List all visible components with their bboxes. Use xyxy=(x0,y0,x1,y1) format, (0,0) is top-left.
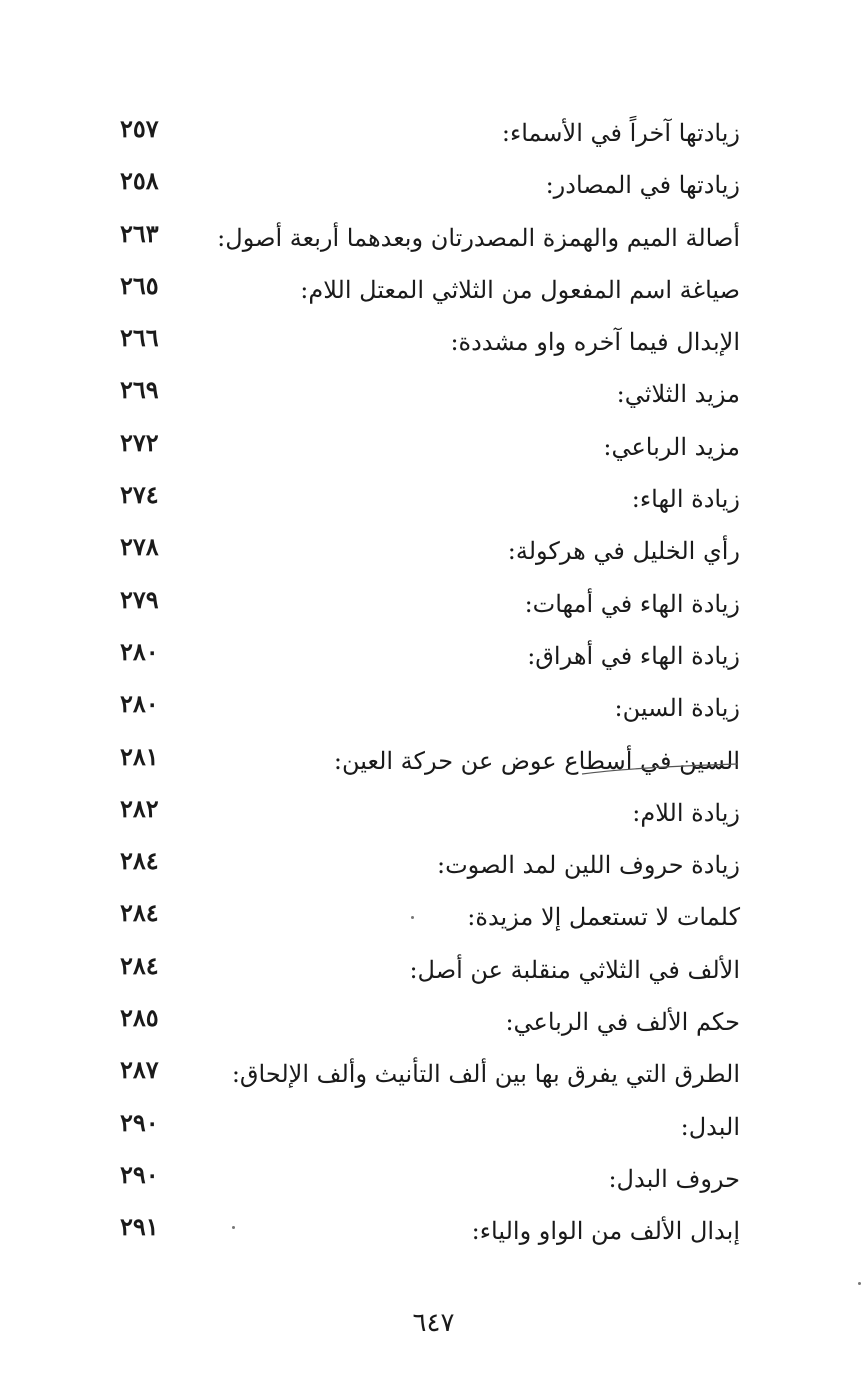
toc-entry-title: حكم الألف في الرباعي: xyxy=(505,1008,740,1037)
toc-entry-title: صياغة اسم المفعول من الثلاثي المعتل اللام: xyxy=(300,275,740,304)
toc-entry-page-number: ٢٨٧ xyxy=(120,1055,159,1085)
toc-entry xyxy=(110,108,740,160)
toc-entry-title: زيادة الهاء في أمهات: xyxy=(524,589,740,618)
toc-entry-page-number: ٢٧٢ xyxy=(120,427,159,457)
toc-entry-page-number: ٢٥٧ xyxy=(120,114,159,143)
toc-entry xyxy=(110,1049,740,1101)
pen-underline-mark xyxy=(580,760,740,780)
toc-entry-page-number: ٢٨٤ xyxy=(120,846,159,876)
toc-entry-title: زيادتها في المصادر: xyxy=(545,171,740,200)
toc-entry xyxy=(110,945,740,997)
toc-entry xyxy=(110,1206,740,1258)
toc-entry-page-number: ٢٨٤ xyxy=(120,950,159,980)
toc-entry-page-number: ٢٦٦ xyxy=(120,323,159,353)
toc-entry-title: إبدال الألف من الواو والياء: xyxy=(471,1217,740,1246)
toc-entry-title: الإبدال فيما آخره واو مشددة: xyxy=(450,328,740,357)
toc-entry-page-number: ٢٧٨ xyxy=(120,532,159,562)
toc-entry xyxy=(110,265,740,317)
toc-entry-title: زيادة الهاء: xyxy=(631,485,740,514)
toc-entry xyxy=(110,422,740,474)
toc-entry-title: حروف البدل: xyxy=(608,1164,740,1193)
toc-entry-page-number: ٢٨٠ xyxy=(120,689,159,719)
paper-speck xyxy=(411,916,414,919)
toc-entry-title: زيادة حروف اللين لمد الصوت: xyxy=(437,851,740,880)
toc-entry-page-number: ٢٨٢ xyxy=(120,793,159,823)
toc-entry xyxy=(110,526,740,578)
toc-entry-title: زيادة الهاء في أهراق: xyxy=(527,641,740,670)
toc-entry xyxy=(110,1154,740,1206)
toc-entry-page-number: ٢٩١ xyxy=(120,1212,159,1242)
toc-entry xyxy=(110,683,740,735)
toc-entry xyxy=(110,631,740,683)
toc-entry-page-number: ٢٦٣ xyxy=(120,218,159,248)
toc-entry-page-number: ٢٧٤ xyxy=(120,480,159,510)
toc-entry-title: الطرق التي يفرق بها بين ألف التأنيث وألف الإلحاق: xyxy=(231,1060,740,1089)
toc-entry xyxy=(110,997,740,1049)
toc-entry-page-number: ٢٨٥ xyxy=(120,1003,159,1033)
toc-entry xyxy=(110,160,740,212)
paper-speck xyxy=(858,1282,861,1285)
toc-entry-page-number: ٢٥٨ xyxy=(120,166,159,196)
toc-entry-page-number: ٢٦٩ xyxy=(120,375,159,405)
toc-entry-page-number: ٢٨٠ xyxy=(120,636,159,666)
toc-entry-title: البدل: xyxy=(680,1112,740,1141)
toc-entry-title: مزيد الرباعي: xyxy=(603,432,740,461)
toc-entry-title: مزيد الثلاثي: xyxy=(616,380,740,409)
toc-entry-page-number: ٢٦٥ xyxy=(120,270,159,300)
page-number: ٦٤٧ xyxy=(412,1308,455,1338)
toc-entry-title: السين في أسطاع عوض عن حركة العين: xyxy=(333,746,740,775)
table-of-contents xyxy=(110,108,740,1259)
toc-entry-page-number: ٢٨٤ xyxy=(120,898,159,928)
toc-entry-page-number: ٢٧٩ xyxy=(120,584,159,614)
toc-entry xyxy=(110,892,740,944)
toc-entry xyxy=(110,474,740,526)
toc-entry-title: زيادة السين: xyxy=(614,694,740,723)
toc-entry-title: رأي الخليل في هركولة: xyxy=(507,537,740,566)
toc-entry-title: كلمات لا تستعمل إلا مزيدة: xyxy=(467,903,740,932)
toc-entry xyxy=(110,369,740,421)
toc-entry-title: أصالة الميم والهمزة المصدرتان وبعدهما أربعة أصول: xyxy=(217,223,740,252)
toc-entry xyxy=(110,317,740,369)
toc-entry xyxy=(110,213,740,265)
toc-entry-title: زيادة اللام: xyxy=(632,798,740,827)
toc-entry-page-number: ٢٩٠ xyxy=(120,1107,159,1137)
toc-entry xyxy=(110,788,740,840)
toc-entry-page-number: ٢٨١ xyxy=(120,741,159,771)
paper-speck xyxy=(232,1226,235,1229)
toc-entry xyxy=(110,840,740,892)
toc-entry-title: زيادتها آخراً في الأسماء: xyxy=(501,119,740,147)
toc-entry xyxy=(110,1102,740,1154)
toc-entry xyxy=(110,579,740,631)
toc-entry-page-number: ٢٩٠ xyxy=(120,1159,159,1189)
toc-entry-title: الألف في الثلاثي منقلبة عن أصل: xyxy=(409,955,740,984)
